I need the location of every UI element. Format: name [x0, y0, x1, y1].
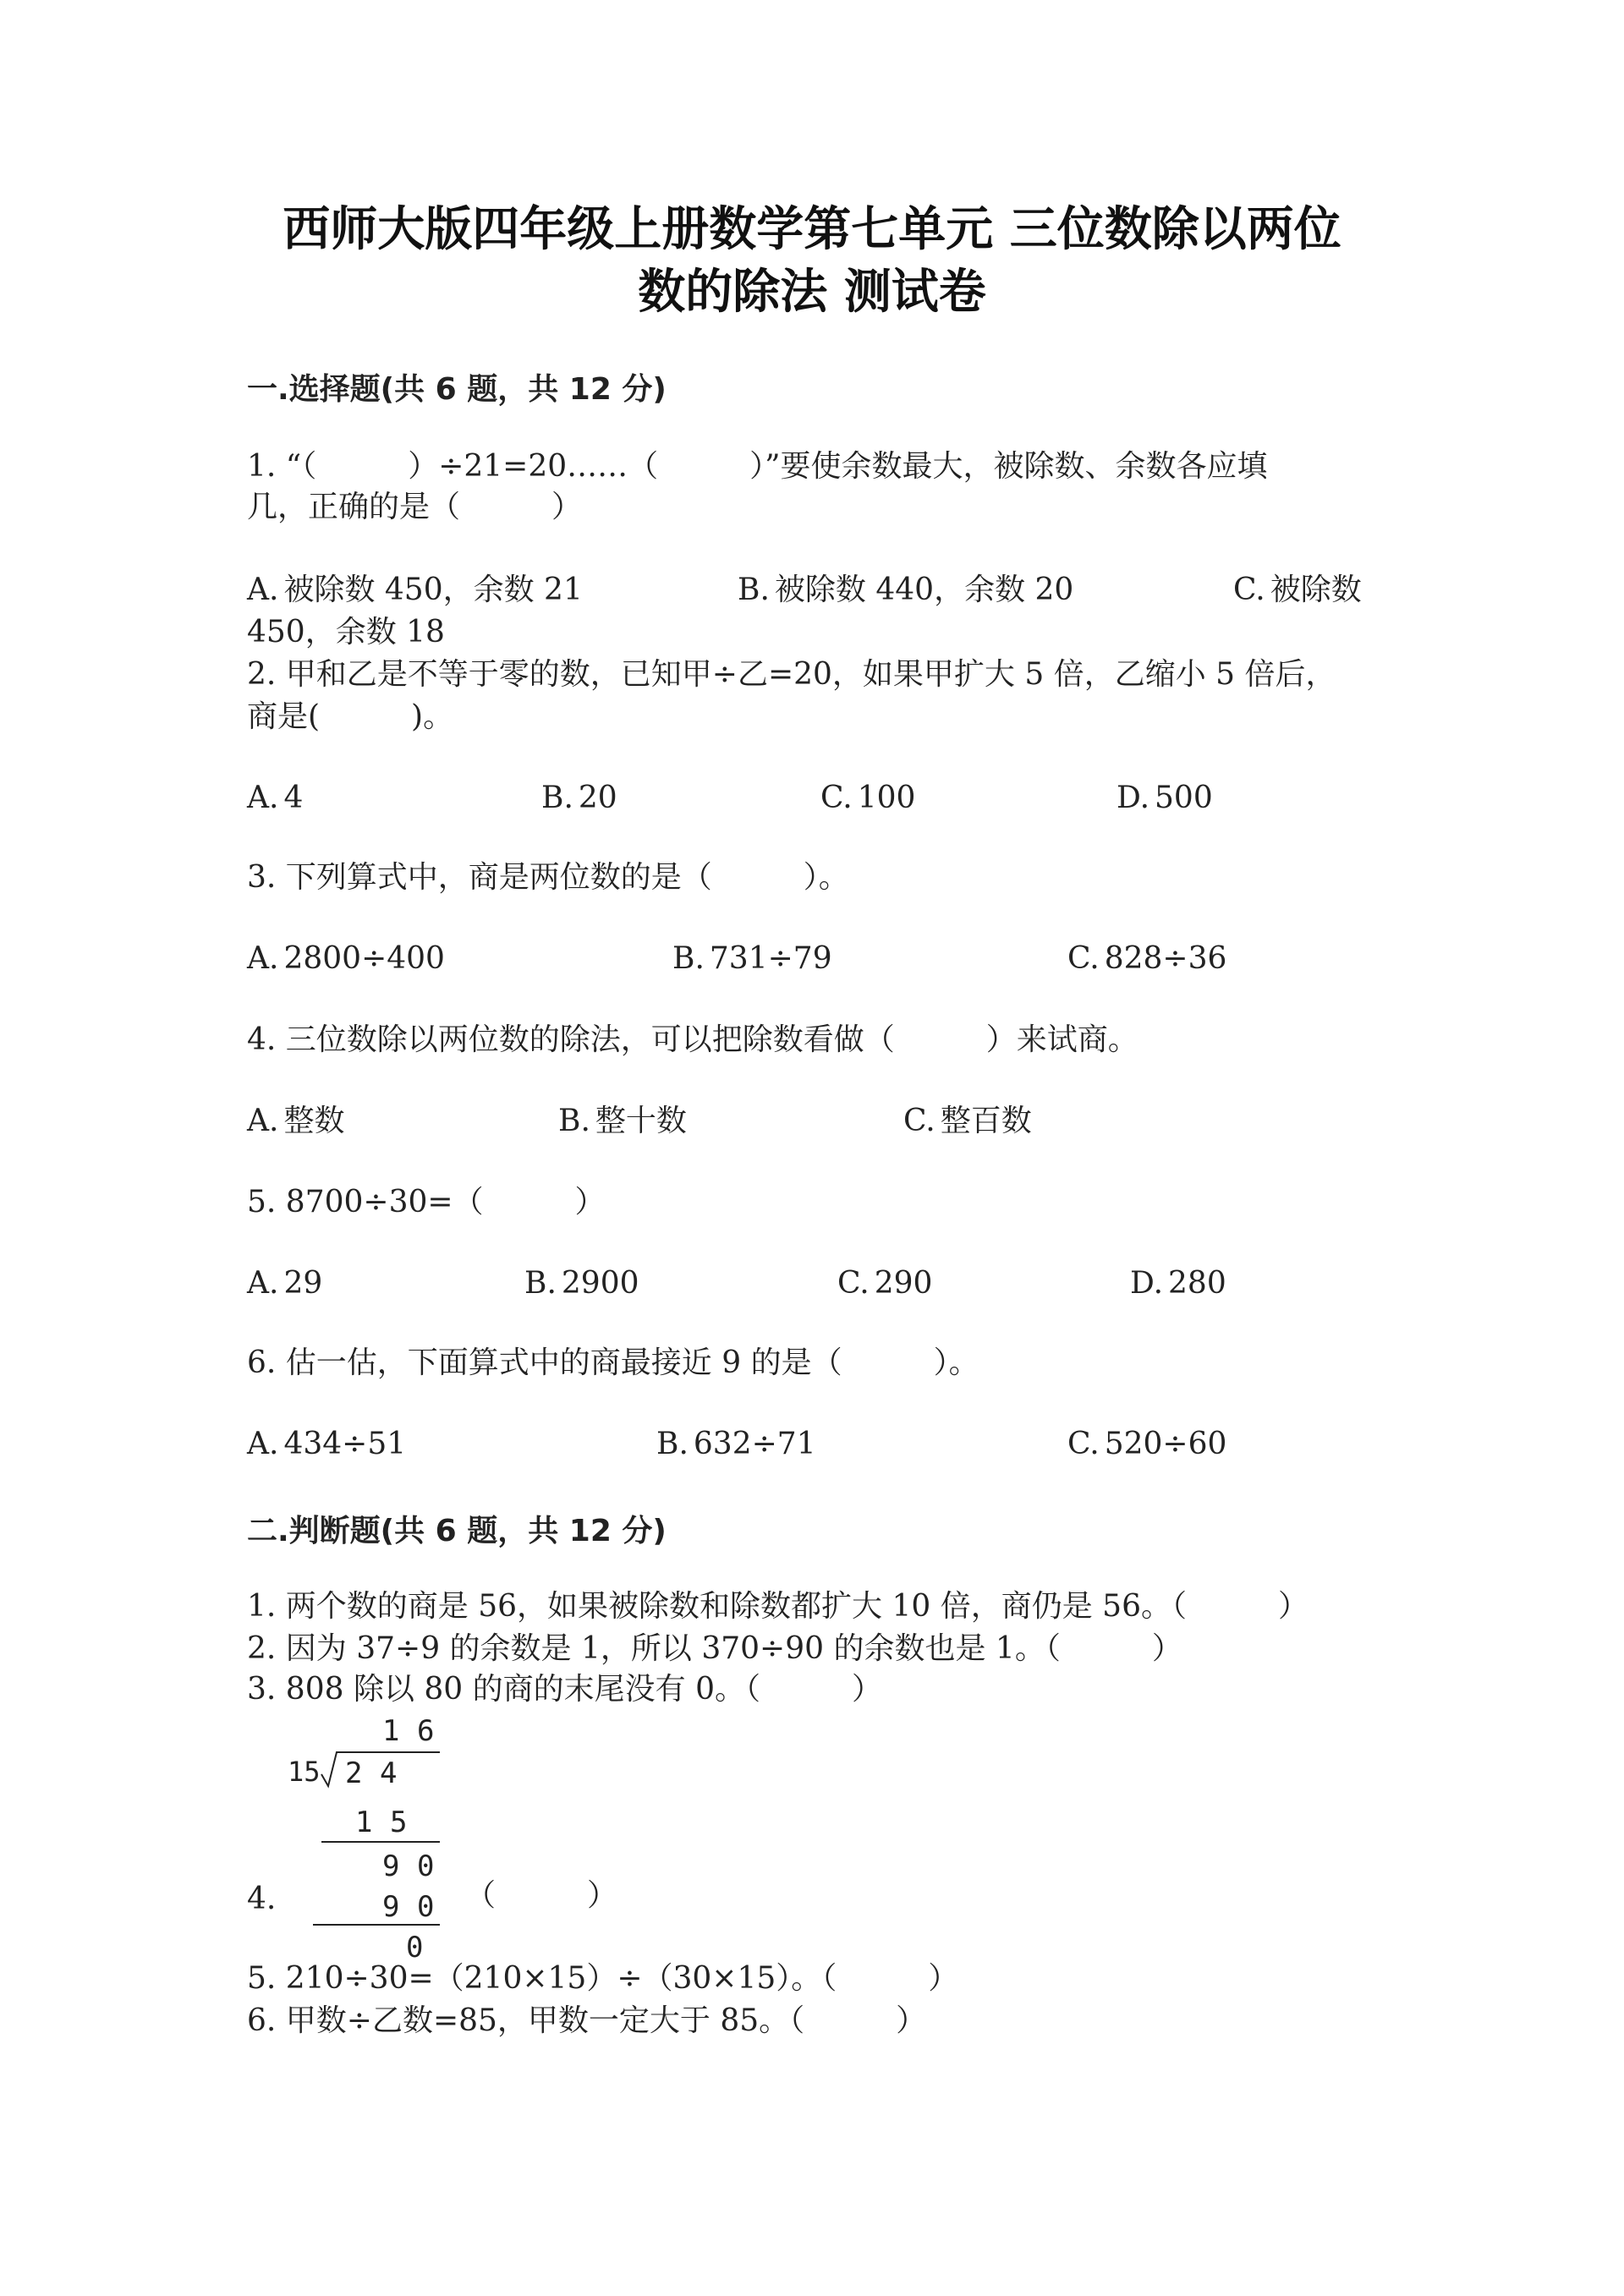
- option-text: 500: [1155, 781, 1213, 815]
- judgement-item-1: 1. 两个数的商是 56，如果被除数和除数都扩大 10 倍，商仍是 56。（ ）: [247, 1589, 1309, 1624]
- option-text: 20: [578, 781, 617, 815]
- option-letter: B.: [541, 781, 573, 815]
- question-4-option-c[interactable]: [903, 1103, 1032, 1140]
- question-2-option-b[interactable]: [541, 780, 617, 817]
- question-5-option-a[interactable]: [247, 1265, 322, 1302]
- option-text: 4: [283, 781, 304, 815]
- question-1-option-b[interactable]: [738, 572, 1073, 609]
- section-heading-judgement: 二.判断题(共 6 题，共 12 分): [247, 1514, 667, 1548]
- question-3-option-b[interactable]: [672, 940, 832, 978]
- option-letter: B.: [524, 1266, 557, 1301]
- long-division-divisor: 15: [288, 1756, 321, 1788]
- question-2-line-2: 商是( )。: [247, 699, 454, 734]
- option-letter: B.: [656, 1427, 689, 1461]
- question-4-option-a[interactable]: [247, 1103, 344, 1140]
- judgement-item-6: 6. 甲数÷乙数=85，甲数一定大于 85。（ ）: [247, 2003, 927, 2038]
- option-letter: B.: [672, 941, 705, 976]
- question-1-option-a[interactable]: [247, 572, 583, 609]
- option-text: 450，余数 18: [247, 615, 445, 649]
- option-text: 290: [874, 1266, 933, 1301]
- question-6-option-a[interactable]: [247, 1426, 406, 1463]
- question-5-line-1: 5. 8700÷30=（ ）: [247, 1185, 606, 1219]
- option-letter: A.: [247, 941, 279, 976]
- option-text: 632÷71: [693, 1427, 816, 1461]
- question-5-option-c[interactable]: [837, 1265, 932, 1302]
- option-letter: A.: [247, 781, 279, 815]
- question-1-option-c[interactable]: [1233, 572, 1362, 609]
- question-5-option-b[interactable]: [524, 1265, 639, 1302]
- question-4-option-b[interactable]: [558, 1103, 687, 1140]
- option-letter: A.: [247, 573, 279, 607]
- option-text: 828÷36: [1104, 941, 1227, 976]
- judgement-item-3: 3. 808 除以 80 的商的末尾没有 0。（ ）: [247, 1672, 882, 1707]
- option-text: 整十数: [595, 1104, 687, 1138]
- question-3-line-1: 3. 下列算式中，商是两位数的是（ ）。: [247, 860, 849, 895]
- exam-title-line-2: 数的除法 测试卷: [638, 265, 986, 320]
- long-division-step-1: 1 5: [355, 1806, 408, 1839]
- option-letter: C.: [1067, 941, 1100, 976]
- question-4-line-1: 4. 三位数除以两位数的除法，可以把除数看做（ ）来试商。: [247, 1022, 1138, 1057]
- option-text: 434÷51: [283, 1427, 407, 1461]
- question-2-option-d[interactable]: [1116, 780, 1213, 817]
- option-text: 29: [283, 1266, 323, 1301]
- option-letter: C.: [903, 1104, 935, 1138]
- question-6-option-c[interactable]: [1067, 1426, 1226, 1463]
- option-letter: C.: [820, 781, 853, 815]
- option-letter: B.: [558, 1104, 590, 1138]
- long-division-remainder: 0: [406, 1931, 424, 1962]
- option-letter: A.: [247, 1266, 279, 1301]
- question-2-line-1: 2. 甲和乙是不等于零的数，已知甲÷乙=20，如果甲扩大 5 倍，乙缩小 5 倍后，: [247, 657, 1336, 692]
- section-heading-choice: 一.选择题(共 6 题，共 12 分): [247, 372, 667, 407]
- option-letter: A.: [247, 1427, 279, 1461]
- option-text: 被除数 440，余数 20: [774, 573, 1074, 607]
- question-2-option-c[interactable]: [820, 780, 915, 817]
- option-text: 被除数 450，余数 21: [283, 573, 583, 607]
- long-division-quotient: 1 6: [382, 1714, 435, 1748]
- question-3-option-c[interactable]: [1067, 940, 1226, 978]
- long-division-dividend: 2 4: [345, 1756, 398, 1790]
- option-letter: B.: [738, 573, 770, 607]
- option-letter: D.: [1130, 1266, 1164, 1301]
- option-text: 2800÷400: [283, 941, 445, 976]
- option-text: 100: [857, 781, 916, 815]
- judgement-item-4: 4.: [247, 1882, 277, 1916]
- option-letter: D.: [1116, 781, 1150, 815]
- option-letter: C.: [1233, 573, 1265, 607]
- option-text: 被除数: [1270, 573, 1362, 607]
- question-2-option-a[interactable]: [247, 780, 303, 817]
- judgement-item-2: 2. 因为 37÷9 的余数是 1，所以 370÷90 的余数也是 1。（ ）: [247, 1631, 1182, 1666]
- long-division-diagram: [288, 1708, 474, 1962]
- long-division-step-2: 9 0: [382, 1849, 435, 1883]
- question-1-line-1: 1. “（ ）÷21=20……（ ）”要使余数最大，被除数、余数各应填: [247, 449, 1268, 484]
- question-5-option-d[interactable]: [1130, 1265, 1226, 1302]
- option-text: 520÷60: [1104, 1427, 1227, 1461]
- option-text: 731÷79: [709, 941, 832, 976]
- judgement-item-4-blank[interactable]: （ ）: [465, 1878, 618, 1913]
- exam-title-line-1: 西师大版四年级上册数学第七单元 三位数除以两位: [283, 202, 1341, 257]
- option-text: 整数: [283, 1104, 345, 1138]
- option-text: 整百数: [940, 1104, 1032, 1138]
- question-1-line-2: 几，正确的是（ ）: [247, 490, 583, 524]
- option-letter: A.: [247, 1104, 279, 1138]
- option-letter: C.: [837, 1266, 870, 1301]
- option-text: 280: [1168, 1266, 1226, 1301]
- question-3-option-a[interactable]: [247, 940, 445, 978]
- question-1-option-c-continued: [247, 614, 445, 651]
- question-6-option-b[interactable]: [656, 1426, 816, 1463]
- question-6-line-1: 6. 估一估，下面算式中的商最接近 9 的是（ ）。: [247, 1345, 979, 1380]
- judgement-item-5: 5. 210÷30=（210×15）÷（30×15）。（ ）: [247, 1961, 959, 1996]
- option-text: 2900: [561, 1266, 639, 1301]
- option-letter: C.: [1067, 1427, 1100, 1461]
- long-division-step-3: 9 0: [382, 1890, 435, 1924]
